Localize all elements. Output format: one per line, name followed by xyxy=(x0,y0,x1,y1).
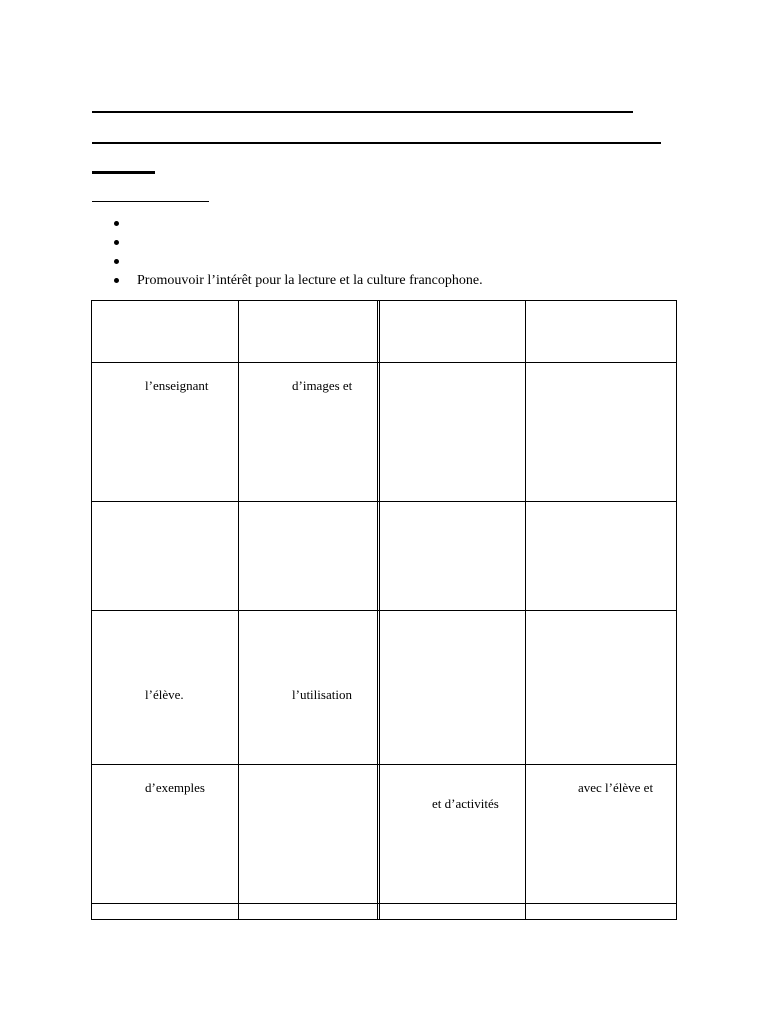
table-row-divider xyxy=(91,610,677,611)
table-cell-text: l’utilisation xyxy=(292,687,352,702)
table-cell-text: d’images et xyxy=(292,378,353,393)
table-border-right xyxy=(676,300,677,920)
table-row-divider xyxy=(91,764,677,765)
table-row-divider xyxy=(91,362,677,363)
bullet-icon xyxy=(114,259,119,264)
list-item xyxy=(110,233,483,252)
objectives-list xyxy=(110,214,483,290)
table-cell-text: avec l’élève et xyxy=(578,780,654,795)
table-row-divider xyxy=(91,501,677,502)
table-column-divider xyxy=(377,300,378,920)
table-cell-text: d’exemples xyxy=(145,780,205,795)
bullet-icon xyxy=(114,278,119,283)
table-cell-text: l’enseignant xyxy=(145,378,209,393)
list-item xyxy=(110,214,483,233)
table-cell-text: l’élève. xyxy=(145,687,184,702)
blank-line-1 xyxy=(92,111,633,113)
blank-line-2 xyxy=(92,142,661,144)
bullet-icon xyxy=(114,240,119,245)
table-border-left xyxy=(91,300,92,920)
list-item: Promouvoir l’intérêt pour la lecture et la culture francophone. xyxy=(110,271,483,290)
table-column-divider xyxy=(238,300,239,920)
lesson-table xyxy=(91,300,677,920)
table-column-divider xyxy=(525,300,526,920)
table-column-divider xyxy=(379,300,380,920)
section-heading-underline xyxy=(92,201,209,202)
blank-line-3 xyxy=(92,171,155,174)
table-border-top xyxy=(91,300,677,301)
list-item xyxy=(110,252,483,271)
table-border-bottom xyxy=(91,919,677,920)
bullet-icon xyxy=(114,221,119,226)
table-cell-text: et d’activités xyxy=(432,796,499,811)
table-row-divider xyxy=(91,903,677,904)
